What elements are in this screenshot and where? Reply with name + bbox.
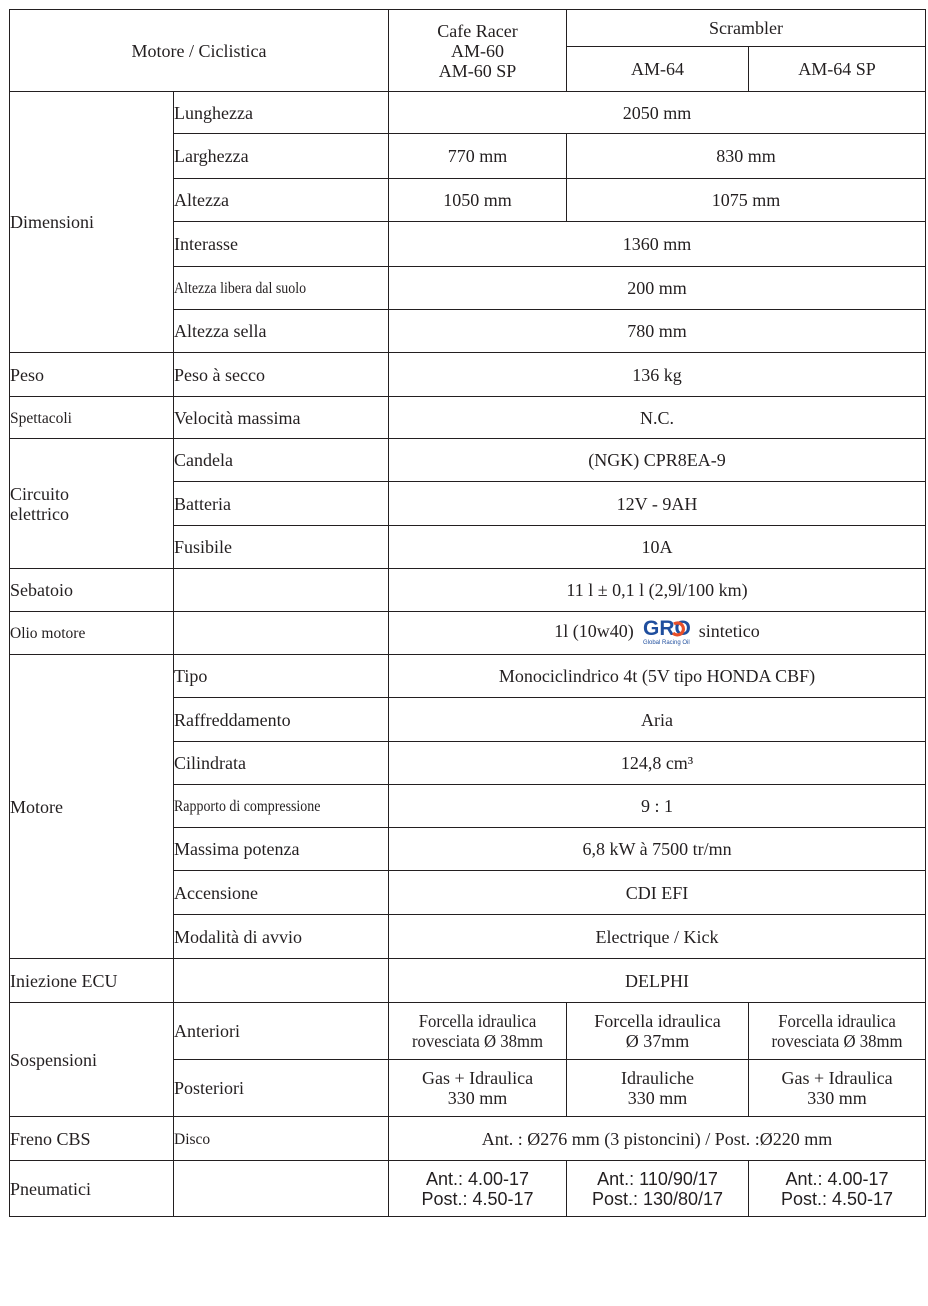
value-accensione: CDI EFI: [389, 871, 926, 915]
value-cilindrata: 124,8 cm³: [389, 742, 926, 785]
section-olio-text: Olio motore: [10, 625, 86, 642]
row-label-olio-empty: [174, 612, 389, 655]
value-anteriori-am64sp-line2: rovesciata Ø 38mm: [771, 1031, 903, 1051]
value-pneumatici-cafe-ant: Ant.: 4.00-17: [425, 1168, 530, 1189]
spec-table: [9, 9, 926, 1217]
section-iniezione: Iniezione ECU: [10, 959, 174, 1003]
section-dimensioni: Dimensioni: [10, 92, 174, 353]
value-altezza-sella: 780 mm: [389, 310, 926, 353]
value-sebatoio: 11 l ± 0,1 l (2,9l/100 km): [389, 569, 926, 612]
table-row: [10, 1161, 926, 1217]
row-label-anteriori: Anteriori: [174, 1003, 389, 1060]
value-pneumatici-am64-ant: Ant.: 110/90/17: [597, 1168, 718, 1189]
row-label-larghezza: Larghezza: [174, 134, 389, 179]
gro-logo-tagline: Global Racing Oil: [643, 640, 690, 646]
table-row: [10, 1003, 926, 1060]
gro-logo-icon: [642, 616, 690, 646]
value-anteriori-am64sp: [749, 1003, 926, 1060]
value-pneumatici-cafe: [389, 1161, 567, 1217]
table-row: [10, 612, 926, 655]
value-raffreddamento: Aria: [389, 698, 926, 742]
table-row: [10, 397, 926, 439]
table-row: [10, 439, 926, 482]
row-label-altezza: Altezza: [174, 179, 389, 222]
value-anteriori-am64-line1: Forcella idraulica: [594, 1011, 721, 1031]
row-label-disco: [174, 1117, 389, 1161]
row-label-potenza: Massima potenza: [174, 828, 389, 871]
section-circuito: [10, 439, 174, 569]
header-scrambler: Scrambler: [567, 10, 926, 47]
header-cafe-racer-line3: AM-60 SP: [438, 60, 517, 81]
spec-sheet: [9, 9, 925, 1217]
row-label-velocita: Velocità massima: [174, 397, 389, 439]
header-section-title: Motore / Ciclistica: [10, 10, 389, 92]
row-label-lunghezza: Lunghezza: [174, 92, 389, 134]
value-avvio: Electrique / Kick: [389, 915, 926, 959]
value-posteriori-cafe: [389, 1060, 567, 1117]
value-batteria: 12V - 9AH: [389, 482, 926, 526]
section-peso: Peso: [10, 353, 174, 397]
section-pneumatici: Pneumatici: [10, 1161, 174, 1217]
header-am64: AM-64: [567, 47, 749, 92]
section-spettacoli: [10, 397, 174, 439]
row-label-peso-secco: Peso à secco: [174, 353, 389, 397]
row-label-iniezione-empty: [174, 959, 389, 1003]
header-cafe-racer-line1: Cafe Racer: [437, 20, 518, 41]
value-posteriori-am64: [567, 1060, 749, 1117]
row-label-sebatoio-empty: [174, 569, 389, 612]
value-posteriori-am64-line2: 330 mm: [627, 1088, 688, 1108]
section-freno: Freno CBS: [10, 1117, 174, 1161]
value-pneumatici-am64sp-post: Post.: 4.50-17: [780, 1188, 894, 1209]
value-posteriori-am64sp-line2: 330 mm: [807, 1088, 867, 1108]
value-lunghezza: 2050 mm: [389, 92, 926, 134]
row-label-altezza-libera-text: Altezza libera dal suolo: [174, 280, 307, 297]
row-label-rapporto: [174, 785, 389, 828]
table-row: [10, 92, 926, 134]
value-pneumatici-am64sp-ant: Ant.: 4.00-17: [785, 1168, 889, 1189]
value-posteriori-am64sp: [749, 1060, 926, 1117]
section-circuito-line2: elettrico: [10, 503, 69, 524]
value-anteriori-cafe-line2: rovesciata Ø 38mm: [411, 1031, 544, 1051]
row-label-avvio: Modalità di avvio: [174, 915, 389, 959]
table-row: [10, 353, 926, 397]
olio-suffix: sintetico: [698, 621, 760, 642]
row-label-posteriori: Posteriori: [174, 1060, 389, 1117]
value-anteriori-cafe-line1: Forcella idraulica: [418, 1011, 537, 1031]
value-fusibile: 10A: [389, 526, 926, 569]
value-iniezione: DELPHI: [389, 959, 926, 1003]
row-label-disco-text: Disco: [174, 1130, 211, 1148]
table-row: [10, 1117, 926, 1161]
value-potenza: 6,8 kW à 7500 tr/mn: [389, 828, 926, 871]
section-circuito-line1: Circuito: [10, 483, 69, 504]
value-anteriori-cafe: [389, 1003, 567, 1060]
value-pneumatici-cafe-post: Post.: 4.50-17: [421, 1188, 534, 1209]
header-am64sp: AM-64 SP: [749, 47, 926, 92]
value-velocita: N.C.: [389, 397, 926, 439]
section-olio: [10, 612, 174, 655]
value-pneumatici-am64-post: Post.: 130/80/17: [591, 1188, 724, 1209]
value-pneumatici-am64sp: [749, 1161, 926, 1217]
row-label-interasse: Interasse: [174, 222, 389, 267]
row-label-cilindrata: Cilindrata: [174, 742, 389, 785]
value-posteriori-cafe-line1: Gas + Idraulica: [421, 1068, 534, 1088]
value-larghezza-scrambler: 830 mm: [567, 134, 926, 179]
value-altezza-libera: 200 mm: [389, 267, 926, 310]
olio-prefix: 1l (10w40): [554, 621, 634, 642]
row-label-altezza-libera: [174, 267, 389, 310]
value-peso: 136 kg: [389, 353, 926, 397]
section-sospensioni: Sospensioni: [10, 1003, 174, 1117]
gro-logo: [642, 616, 690, 650]
value-anteriori-am64-line2: Ø 37mm: [625, 1031, 690, 1051]
value-posteriori-am64sp-line1: Gas + Idraulica: [781, 1068, 893, 1088]
value-olio: [389, 612, 926, 655]
value-rapporto: 9 : 1: [389, 785, 926, 828]
section-sebatoio: Sebatoio: [10, 569, 174, 612]
row-label-fusibile: Fusibile: [174, 526, 389, 569]
gro-logo-letters: GRO: [643, 617, 691, 640]
value-altezza-cafe: 1050 mm: [389, 179, 567, 222]
table-row: [10, 655, 926, 698]
row-label-accensione: Accensione: [174, 871, 389, 915]
row-label-tipo: Tipo: [174, 655, 389, 698]
value-candela: (NGK) CPR8EA-9: [389, 439, 926, 482]
value-larghezza-cafe: 770 mm: [389, 134, 567, 179]
header-cafe-racer-line2: AM-60: [451, 40, 505, 61]
row-label-pneumatici-empty: [174, 1161, 389, 1217]
row-label-altezza-sella: Altezza sella: [174, 310, 389, 353]
table-row: [10, 959, 926, 1003]
row-label-raffreddamento: Raffreddamento: [174, 698, 389, 742]
value-freno: Ant. : Ø276 mm (3 pistoncini) / Post. :Ø220 mm: [389, 1117, 926, 1161]
value-posteriori-am64-line1: Idrauliche: [621, 1068, 694, 1088]
value-anteriori-am64sp-line1: Forcella idraulica: [778, 1011, 896, 1031]
section-spettacoli-text: Spettacoli: [10, 409, 72, 427]
value-pneumatici-am64: [567, 1161, 749, 1217]
value-tipo: Monociclindrico 4t (5V tipo HONDA CBF): [389, 655, 926, 698]
row-label-batteria: Batteria: [174, 482, 389, 526]
row-label-candela: Candela: [174, 439, 389, 482]
row-label-rapporto-text: Rapporto di compressione: [174, 798, 321, 815]
value-altezza-scrambler: 1075 mm: [567, 179, 926, 222]
header-cafe-racer: [389, 10, 567, 92]
section-motore: Motore: [10, 655, 174, 959]
table-row: [10, 569, 926, 612]
value-anteriori-am64: [567, 1003, 749, 1060]
value-interasse: 1360 mm: [389, 222, 926, 267]
value-posteriori-cafe-line2: 330 mm: [447, 1088, 508, 1108]
